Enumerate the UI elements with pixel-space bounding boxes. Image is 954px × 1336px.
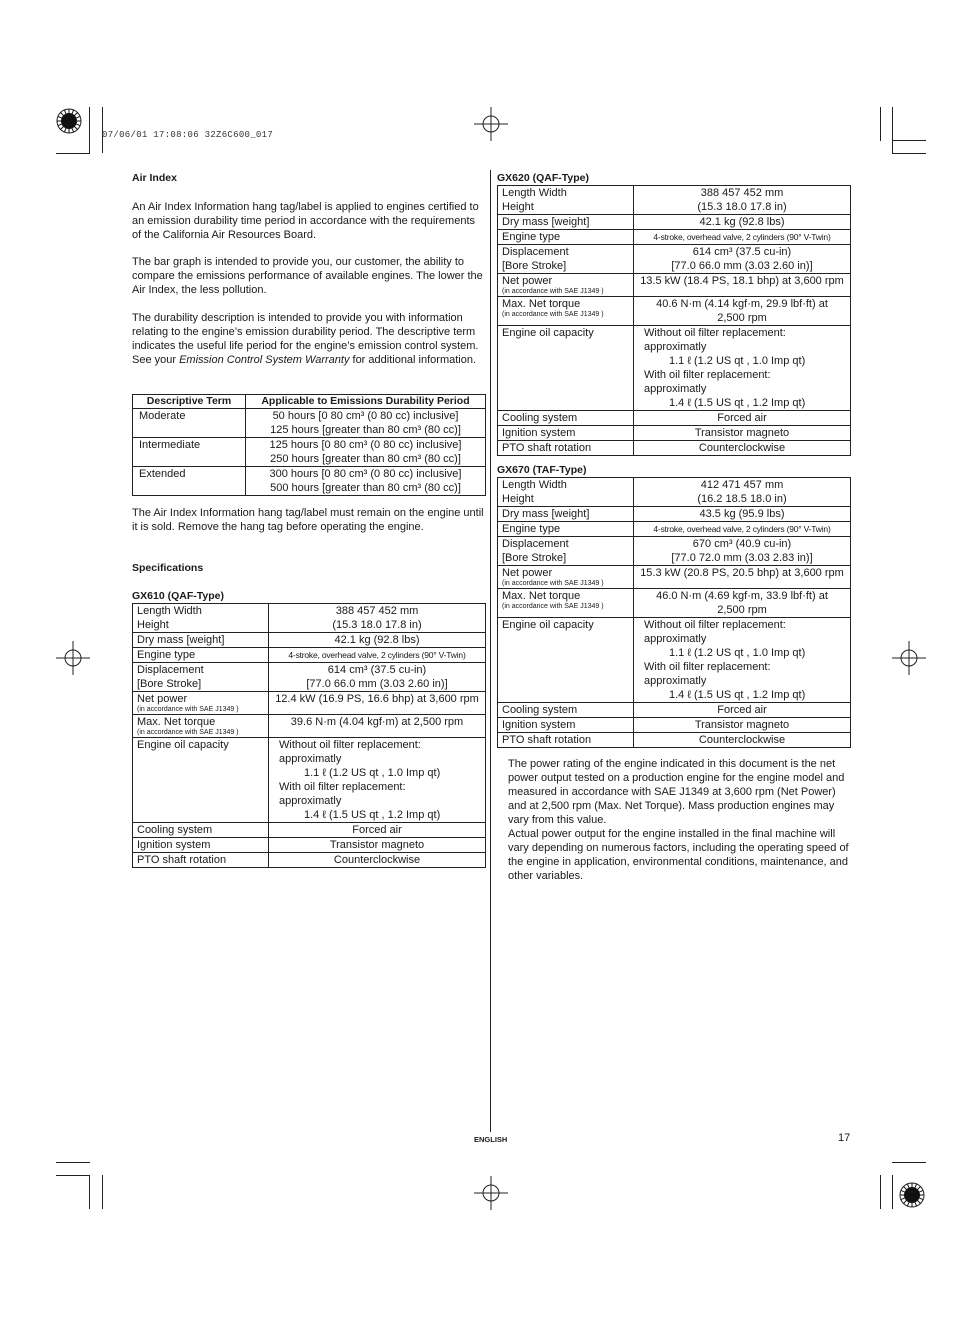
air-index-para-2: The bar graph is intended to provide you, our customer, the ability to compare the emissions performance of available engines. The lower the Air Index, the less pollution. xyxy=(132,256,483,296)
crosshair-icon xyxy=(474,107,508,141)
registration-star-icon xyxy=(898,1181,926,1209)
air-index-para-3: The durability description is intended to provide you with information relating to the engine’s emission durability period. The descriptive term indicates the useful life period for the engine’s emission control system. See your Emission Control System Warranty for additional information. xyxy=(132,312,479,366)
power-note-para-2: Actual power output for the engine installed in the final machine will vary depending on numerous factors, including the operating speed of the engine in application, environmental conditions, maintenance, and other variables. xyxy=(508,828,849,882)
gx620-spec-table: Length Width Height 388 457 452 mm (15.3 18.0 17.8 in) Dry mass [weight] 42.1 kg (92.8 lbs) Engine type 4-stroke, overhead valve, 2 cylinders (90° V-Twin) Displacement [Bore Stroke] 614 cm³ (37.5 cu-in) [77.0 66.0 mm (3.03 2.60 in)] Net power (in accordance with SAE J1349 ) 13.5 kW (18.4 PS, 18.1 bhp) at 3,600 rpm Max. Net torque (in accordance with SAE J1349 ) 40.6 N·m (4.14 kgf·m, 29.9 lbf·ft) at 2,500 rpm Engine oil capacity Without oil filter replacement: approximatly 1.1 ℓ (1.2 US qt , 1.0 Imp qt) With oil filter replacement: approximatly 1.4 ℓ (1.5 US qt , 1.2 Imp qt) Cooling system Forced air Ignition system Transistor magneto PTO shaft rotation Counterclockwise xyxy=(497,185,851,456)
air-index-para-1: An Air Index Information hang tag/label is applied to engines certified to an emission durability time period in accordance with the requirements of the California Air Resources Board. xyxy=(132,201,479,241)
power-note-para-1: The power rating of the engine indicated in this document is the net power output tested on a production engine for the engine model and measured in accordance with SAE J1349 at 3,600 rpm (Net Power) and at 2,500 rpm (Max. Net Torque). Mass production engines may vary from this value. xyxy=(508,758,845,826)
table-row: Extended 300 hours [0 80 cm³ (0 80 cc) inclusive] 500 hours [greater than 80 cm³ (80 cc)] xyxy=(133,467,486,496)
gx620-title: GX620 (QAF-Type) xyxy=(497,172,589,184)
crosshair-icon xyxy=(474,1176,508,1210)
gx610-title: GX610 (QAF-Type) xyxy=(132,590,224,602)
durability-table xyxy=(132,394,486,496)
gx670-title: GX670 (TAF-Type) xyxy=(497,464,587,476)
crosshair-icon xyxy=(56,641,90,675)
col-header-period: Applicable to Emissions Durability Period xyxy=(246,395,486,409)
specifications-heading: Specifications xyxy=(132,562,204,574)
table-row: Intermediate 125 hours [0 80 cm³ (0 80 cc) inclusive] 250 hours [greater than 80 cm³ (80 cc)] xyxy=(133,438,486,467)
air-index-heading: Air Index xyxy=(132,172,177,184)
table-row: Moderate 50 hours [0 80 cm³ (0 80 cc) inclusive] 125 hours [greater than 80 cm³ (80 cc)] xyxy=(133,409,486,438)
page-number: 17 xyxy=(838,1132,851,1144)
col-header-term: Descriptive Term xyxy=(133,395,246,409)
air-index-para-4: The Air Index Information hang tag/label must remain on the engine until it is sold. Remove the hang tag before operating the engine. xyxy=(132,507,484,533)
gx610-spec-table: Length Width Height 388 457 452 mm (15.3 18.0 17.8 in) Dry mass [weight] 42.1 kg (92.8 lbs) Engine type 4-stroke, overhead valve, 2 cylinders (90° V-Twin) Displacement [Bore Stroke] 614 cm³ (37.5 cu-in) [77.0 66.0 mm (3.03 2.60 in)] Net power (in accordance with SAE J1349 ) 12.4 kW (16.9 PS, 16.6 bhp) at 3,600 rpm Max. Net torque (in accordance with SAE J1349 ) 39.6 N·m (4.04 kgf·m) at 2,500 rpm Engine oil capacity Without oil filter replacement: approximatly 1.1 ℓ (1.2 US qt , 1.0 Imp qt) With oil filter replacement: approximatly 1.4 ℓ (1.5 US qt , 1.2 Imp qt) Cooling system Forced air Ignition system Transistor magneto PTO shaft rotation Counterclockwise xyxy=(132,603,486,868)
crosshair-icon xyxy=(892,641,926,675)
registration-star-icon xyxy=(55,107,83,135)
print-stamp: 07/06/01 17:08:06 32Z6C600_017 xyxy=(102,130,274,140)
gx670-spec-table: Length Width Height 412 471 457 mm (16.2 18.5 18.0 in) Dry mass [weight] 43.5 kg (95.9 lbs) Engine type 4-stroke, overhead valve, 2 cylinders (90° V-Twin) Displacement [Bore Stroke] 670 cm³ (40.9 cu-in) [77.0 72.0 mm (3.03 2.83 in)] Net power (in accordance with SAE J1349 ) 15.3 kW (20.8 PS, 20.5 bhp) at 3,600 rpm Max. Net torque (in accordance with SAE J1349 ) 46.0 N·m (4.69 kgf·m, 33.9 lbf·ft) at 2,500 rpm Engine oil capacity Without oil filter replacement: approximatly 1.1 ℓ (1.2 US qt , 1.0 Imp qt) With oil filter replacement: approximatly 1.4 ℓ (1.5 US qt , 1.2 Imp qt) Cooling system Forced air Ignition system Transistor magneto PTO shaft rotation Counterclockwise xyxy=(497,477,851,748)
footer-language: ENGLISH xyxy=(474,1135,508,1144)
